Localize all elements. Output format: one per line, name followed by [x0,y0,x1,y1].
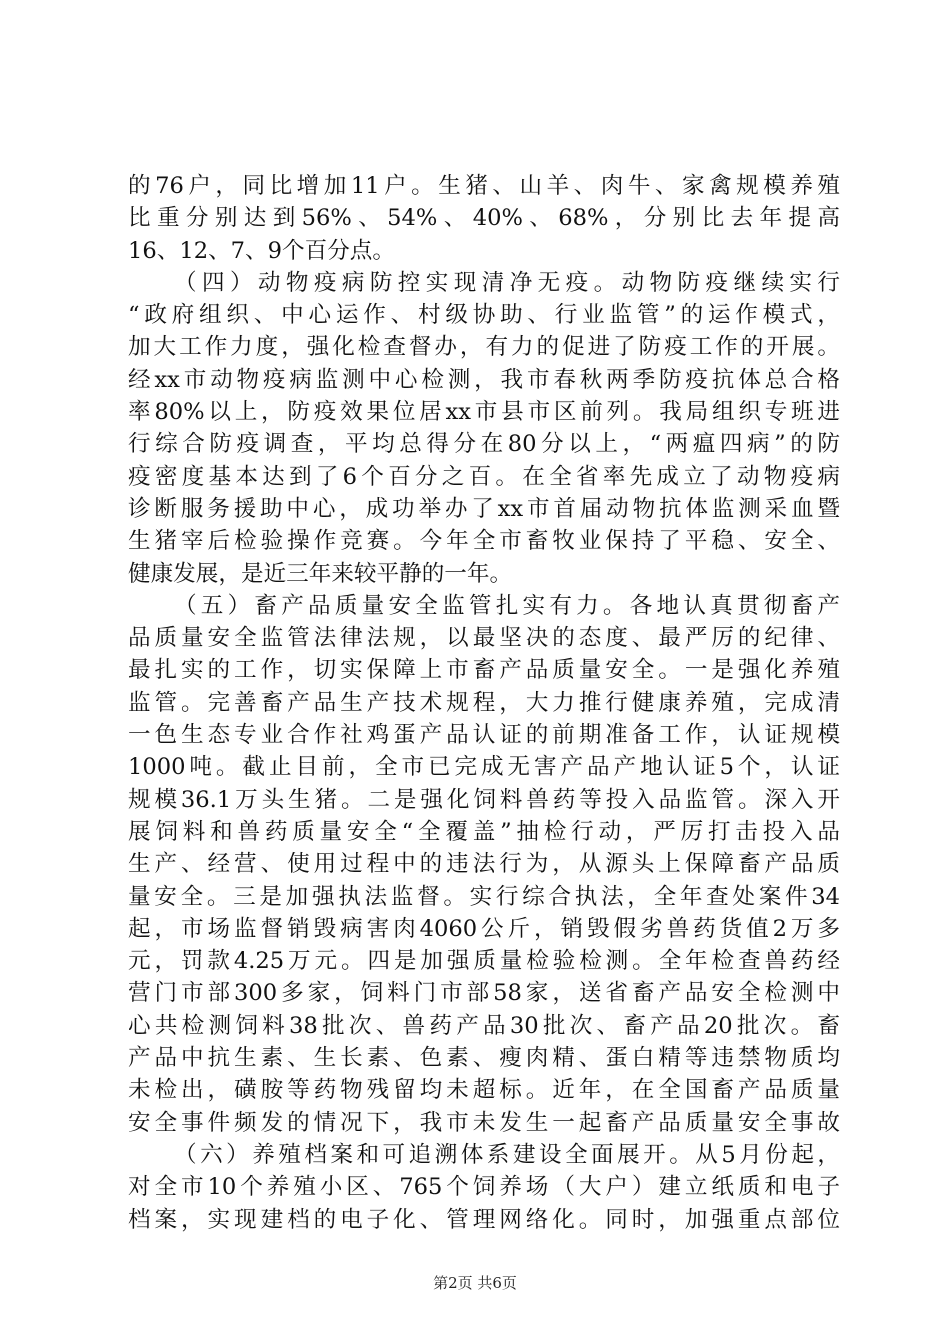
text-line: 品质量安全监管法律法规，以最坚决的态度、最严厉的纪律、 [128,625,840,652]
text-line: 档案，实现建档的电子化、管理网络化。同时，加强重点部位 [128,1206,840,1233]
text-line: 率80%以上，防疫效果位居xx市县市区前列。我局组织专班进 [128,399,840,426]
body-text [128,170,840,1236]
text-line: 生产、经营、使用过程中的违法行为，从源头上保障畜产品质 [128,851,840,878]
paragraph-first-line: （六）养殖档案和可追溯体系建设全面展开。从5月份起， [174,1141,840,1168]
text-line: 安全事件频发的情况下，我市未发生一起畜产品质量安全事故 [128,1109,840,1136]
text-line: 心共检测饲料38批次、兽药产品30批次、畜产品20批次。畜 [128,1012,840,1039]
text-line: 的76户，同比增加11户。生猪、山羊、肉牛、家禽规模养殖 [128,173,840,199]
text-line: 营门市部300多家，饲料门市部58家，送省畜产品安全检测中 [128,980,840,1007]
text-line: 疫密度基本达到了6个百分之百。在全省率先成立了动物疫病 [128,463,840,490]
text-line: 生猪宰后检验操作竞赛。今年全市畜牧业保持了平稳、安全、 [128,528,840,555]
text-line: 加大工作力度，强化检查督办，有力的促进了防疫工作的开展。 [128,334,840,361]
page-footer: 第2页 共6页 [433,1274,517,1292]
text-line: 对全市10个养殖小区、765个饲养场（大户）建立纸质和电子 [128,1174,840,1201]
text-line: 健康发展，是近三年来较平静的一年。 [128,560,513,587]
text-line: 1000吨。截止目前，全市已完成无害产品产地认证5个，认证 [128,754,840,781]
text-line: 一色生态专业合作社鸡蛋产品认证的前期准备工作，认证规模 [128,722,840,749]
text-line: 行综合防疫调查，平均总得分在80分以上，“两瘟四病”的防 [128,431,840,458]
text-line: 诊断服务援助中心，成功举办了xx市首届动物抗体监测采血暨 [128,495,840,522]
text-line: 产品中抗生素、生长素、色素、瘦肉精、蛋白精等违禁物质均 [128,1045,840,1072]
text-line: 起，市场监督销毁病害肉4060公斤，销毁假劣兽药货值2万多 [128,915,840,942]
text-line: 比重分别达到56%、54%、40%、68%，分别比去年提高 [128,205,840,232]
text-line: 展饲料和兽药质量安全“全覆盖”抽检行动，严厉打击投入品 [128,818,840,845]
text-line: 量安全。三是加强执法监督。实行综合执法，全年查处案件34 [128,883,840,910]
paragraph-first-line: （五）畜产品质量安全监管扎实有力。各地认真贯彻畜产 [174,592,840,619]
text-line: 规模36.1万头生猪。二是强化饲料兽药等投入品监管。深入开 [128,786,840,813]
text-line: “政府组织、中心运作、村级协助、行业监管”的运作模式， [128,302,840,329]
paragraph-first-line: （四）动物疫病防控实现清净无疫。动物防疫继续实行 [174,269,840,296]
text-line: 元，罚款4.25万元。四是加强质量检验检测。全年检查兽药经 [128,948,840,975]
text-line: 未检出，磺胺等药物残留均未超标。近年，在全国畜产品质量 [128,1077,840,1104]
text-line: 最扎实的工作，切实保障上市畜产品质量安全。一是强化养殖 [128,657,840,684]
text-line: 16、12、7、9个百分点。 [128,237,395,264]
text-line: 监管。完善畜产品生产技术规程，大力推行健康养殖，完成清 [128,689,840,716]
text-line: 经xx市动物疫病监测中心检测，我市春秋两季防疫抗体总合格 [128,366,840,393]
